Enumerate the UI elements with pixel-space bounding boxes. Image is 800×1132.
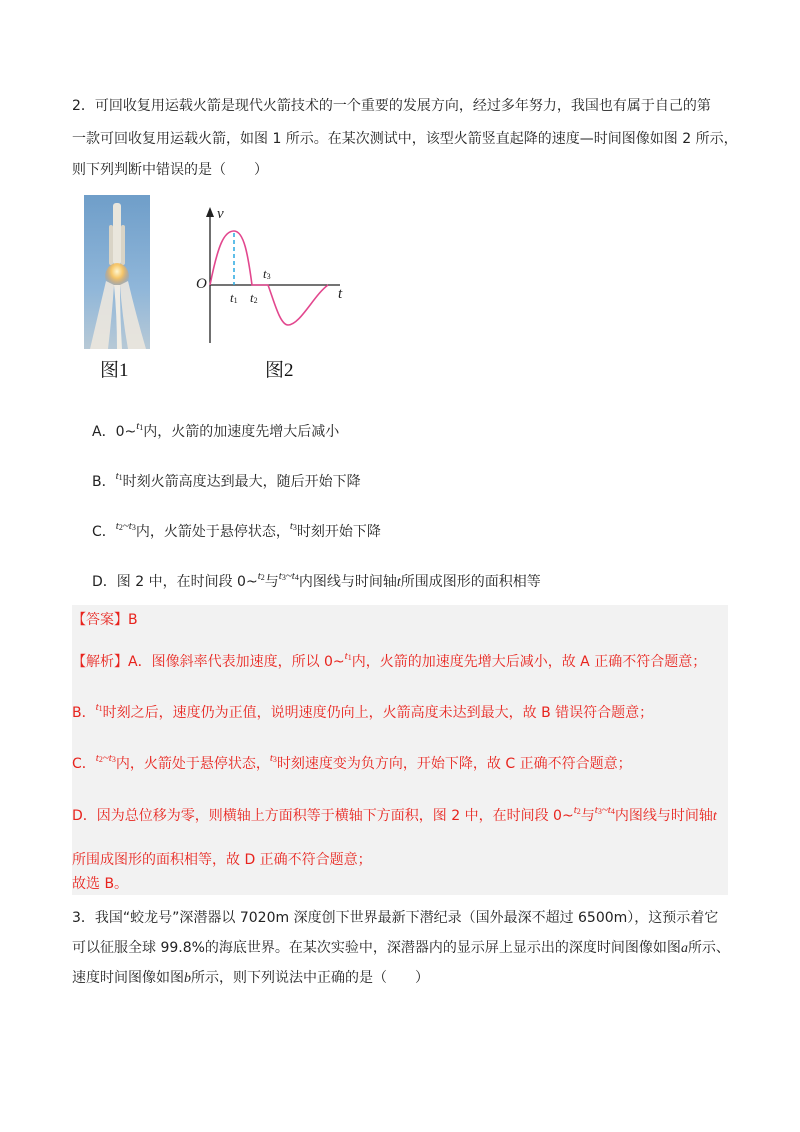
- origin-label: O: [196, 276, 207, 292]
- vt-graph: [190, 205, 360, 345]
- explanation-b: B．$^{t1}$时刻之后，速度仍为正值，说明速度仍向上，火箭高度未达到最大，故 B 错误符合题意；: [72, 701, 654, 721]
- q2-line3: 则下列判断中错误的是（ ）: [72, 162, 268, 178]
- t-axis-label: t: [338, 286, 343, 302]
- explanation-a: 【解析】A．图像斜率代表加速度，所以 0~$^{t1}$内，火箭的加速度先增大后减小，故 A 正确不符合题意；: [72, 650, 707, 670]
- q3-line2: 可以征服全球 99.8%的海底世界。在某次实验中，深潜器内的显示屏上显示出的深度时间图像如图a所示、: [72, 940, 730, 956]
- q2-line2: 一款可回收复用运载火箭，如图 1 所示。在某次测试中，该型火箭竖直起降的速度—时间图像如图 2 所示，: [72, 131, 738, 147]
- t2-label: t2: [250, 290, 258, 305]
- t1-label: t1: [230, 290, 238, 305]
- q3-line1: 3．我国“蛟龙号”深潜器以 7020m 深度创下世界最新下潜纪录（国外最深不超过 6500m），这预示着它: [72, 910, 719, 926]
- explanation-d-line2: 所围成图形的面积相等，故 D 正确不符合题意；: [72, 852, 372, 868]
- answer-label: 【答案】B: [72, 612, 138, 628]
- option-d: D．图 2 中，在时间段 0~$^{t2}$与$^{t3\sim t4}$内图线与时间轴t所围成图形的面积相等: [92, 570, 541, 590]
- t3-label: t3: [263, 266, 271, 281]
- explanation-d: D．因为总位移为零，则横轴上方面积等于横轴下方面积，图 2 中，在时间段 0~$^{t2}$与$^{t3\sim t4}$内图线与时间轴t: [72, 804, 717, 824]
- option-b: B．$^{t1}$时刻火箭高度达到最大，随后开始下降: [92, 470, 361, 490]
- option-c: C．$^{t2\sim t3}$内，火箭处于悬停状态，$^{t3}$时刻开始下降: [92, 520, 381, 540]
- q3-line3: 速度时间图像如图b所示，则下列说法中正确的是（ ）: [72, 970, 429, 986]
- explanation-c: C．$^{t2\sim t3}$内，火箭处于悬停状态，$^{t3}$时刻速度变为负方向，开始下降，故 C 正确不符合题意；: [72, 752, 632, 772]
- rocket-photo: [84, 195, 150, 349]
- v-axis-label: v: [217, 206, 224, 222]
- final-answer: 故选 B。: [72, 876, 129, 892]
- figure-2-label: 图2: [265, 360, 294, 381]
- figure-1-label: 图1: [100, 360, 129, 381]
- q2-line1: 2．可回收复用运载火箭是现代火箭技术的一个重要的发展方向，经过多年努力，我国也有属于自己的第: [72, 98, 711, 114]
- option-a: A．0~$^{t1}$内，火箭的加速度先增大后减小: [92, 420, 340, 440]
